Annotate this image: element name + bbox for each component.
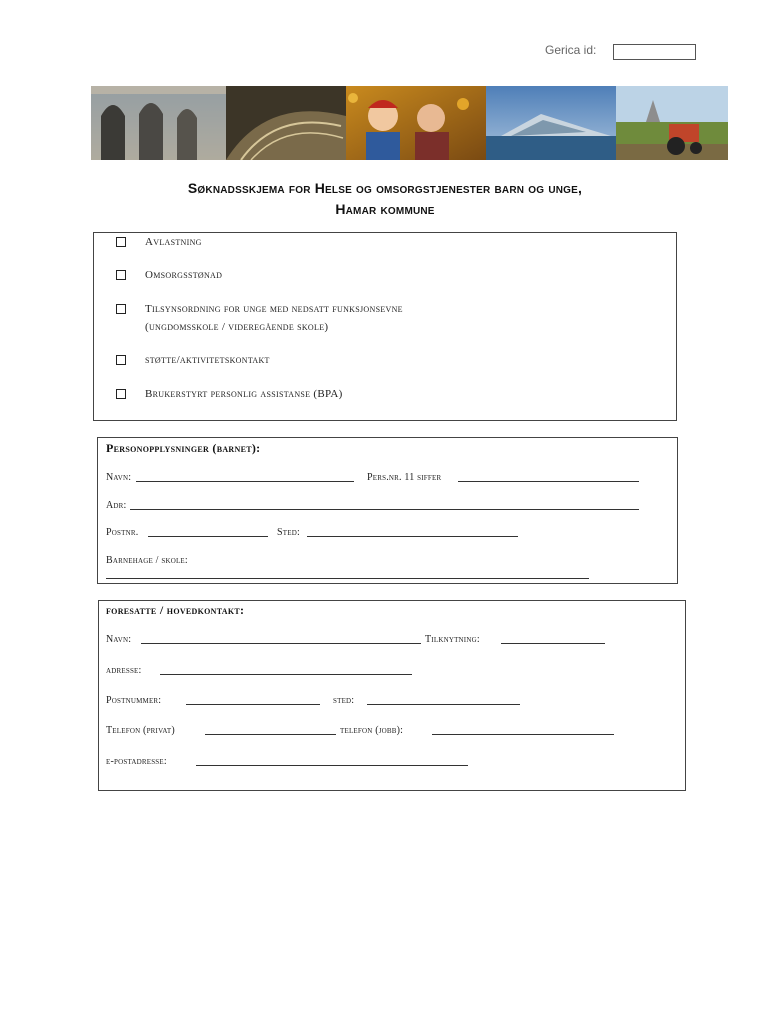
guardian-info-box — [98, 600, 686, 791]
guardian-sted-field[interactable] — [367, 704, 520, 705]
guardian-name-field[interactable] — [141, 643, 421, 644]
gerica-id-label: Gerica id: — [545, 43, 597, 57]
guardian-name-label: Navn: — [106, 634, 132, 645]
child-postnr-field[interactable] — [148, 536, 268, 537]
checkbox-tilsynsordning[interactable] — [116, 304, 126, 314]
banner-photo-collage — [91, 86, 728, 160]
guardian-relation-field[interactable] — [501, 643, 605, 644]
banner-image — [91, 86, 728, 160]
checkbox-avlastning[interactable] — [116, 237, 126, 247]
child-name-field[interactable] — [136, 481, 354, 482]
checkbox-stotte-aktivitetskontakt[interactable] — [116, 355, 126, 365]
form-title-line2: Hamar kommune — [335, 201, 435, 217]
guardian-phone-work-label: telefon (jobb): — [340, 725, 404, 736]
child-school-label: Barnehage / skole: — [106, 555, 188, 566]
child-address-field[interactable] — [130, 509, 639, 510]
guardian-phone-private-field[interactable] — [205, 734, 336, 735]
guardian-postnummer-field[interactable] — [186, 704, 320, 705]
guardian-phone-work-field[interactable] — [432, 734, 614, 735]
form-title-line1: Søknadsskjema for Helse og omsorgstjenester barn og unge, — [187, 180, 583, 196]
guardian-relation-label: Tilknytning: — [425, 634, 480, 645]
child-name-label: Navn: — [106, 472, 132, 483]
child-sted-field[interactable] — [307, 536, 518, 537]
option-tilsynsordning-sublabel: (ungdomsskole / videregående skole) — [145, 321, 329, 333]
guardian-phone-private-label: Telefon (privat) — [106, 725, 175, 736]
option-stotte-aktivitetskontakt-label: støtte/aktivitetskontakt — [145, 354, 270, 366]
option-omsorgsstonad-label: Omsorgsstønad — [145, 269, 223, 281]
guardian-address-label: adresse: — [106, 665, 142, 676]
guardian-postnummer-label: Postnummer: — [106, 695, 162, 706]
guardian-email-field[interactable] — [196, 765, 468, 766]
guardian-info-heading: foresatte / hovedkontakt: — [106, 603, 245, 617]
child-address-label: Adr: — [106, 500, 127, 511]
checkbox-bpa[interactable] — [116, 389, 126, 399]
child-postnr-label: Postnr. — [106, 527, 139, 538]
child-sted-label: Sted: — [277, 527, 300, 538]
option-avlastning-label: Avlastning — [145, 236, 202, 248]
child-persnr-field[interactable] — [458, 481, 639, 482]
guardian-address-field[interactable] — [160, 674, 412, 675]
option-bpa-label: Brukerstyrt personlig assistanse (BPA) — [145, 388, 343, 400]
child-persnr-label: Pers.nr. 11 siffer — [367, 472, 442, 483]
guardian-email-label: e-postadresse: — [106, 756, 167, 767]
child-info-heading: Personopplysninger (barnet): — [106, 441, 261, 455]
child-school-field[interactable] — [106, 578, 589, 579]
guardian-sted-label: sted: — [333, 695, 355, 706]
form-title — [90, 178, 680, 220]
checkbox-omsorgsstonad[interactable] — [116, 270, 126, 280]
gerica-id-field[interactable] — [613, 44, 696, 60]
option-tilsynsordning-label: Tilsynsordning for unge med nedsatt funksjonsevne — [145, 303, 403, 315]
